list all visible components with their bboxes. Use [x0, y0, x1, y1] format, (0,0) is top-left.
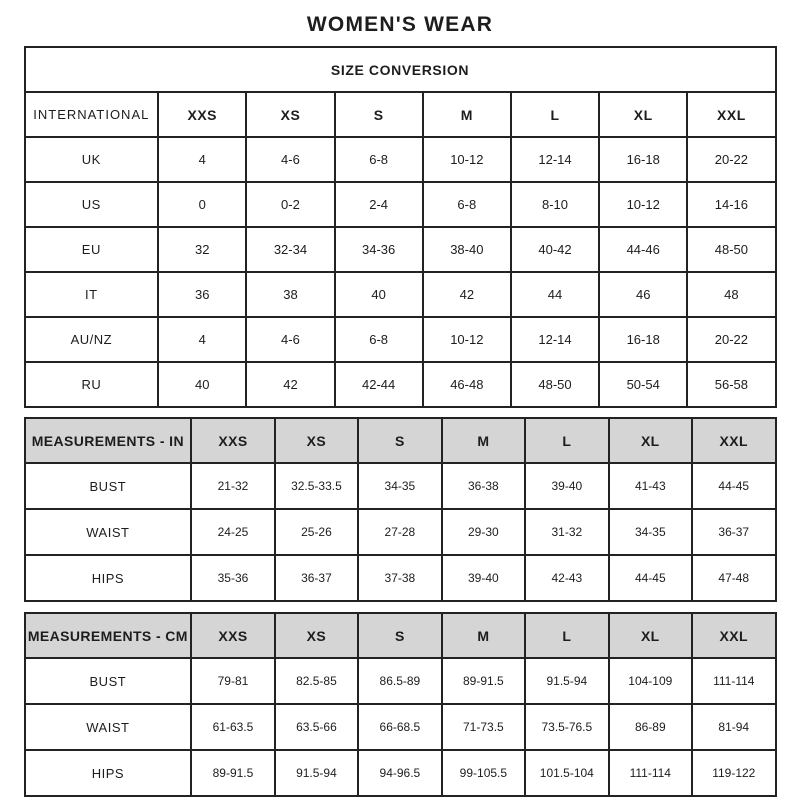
- size-value-cell: 46: [599, 272, 687, 317]
- row-label: AU/NZ: [25, 317, 159, 362]
- size-value-cell: 2-4: [335, 182, 423, 227]
- size-value-cell: 71-73.5: [442, 704, 525, 750]
- size-value-cell: 61-63.5: [191, 704, 274, 750]
- row-group-header: MEASUREMENTS - CM: [25, 613, 192, 658]
- size-value-cell: 0: [158, 182, 246, 227]
- row-label: BUST: [25, 658, 192, 704]
- size-value-cell: 79-81: [191, 658, 274, 704]
- size-value-cell: 34-35: [609, 509, 692, 555]
- size-value-cell: 16-18: [599, 317, 687, 362]
- size-value-cell: 38-40: [423, 227, 511, 272]
- row-label: IT: [25, 272, 159, 317]
- size-value-cell: 56-58: [687, 362, 775, 407]
- table-row: [25, 272, 776, 317]
- row-label: UK: [25, 137, 159, 182]
- size-value-cell: 29-30: [442, 509, 525, 555]
- size-column-header: M: [442, 613, 525, 658]
- size-column-header: S: [335, 92, 423, 137]
- table-row: [25, 509, 776, 555]
- size-column-header: S: [358, 418, 441, 463]
- size-column-header: XXS: [191, 418, 274, 463]
- column-header-row: [25, 92, 776, 137]
- size-value-cell: 8-10: [511, 182, 599, 227]
- size-value-cell: 82.5-85: [275, 658, 358, 704]
- table-row: [25, 362, 776, 407]
- size-value-cell: 32-34: [246, 227, 334, 272]
- size-value-cell: 10-12: [423, 137, 511, 182]
- size-value-cell: 111-114: [609, 750, 692, 796]
- size-value-cell: 42: [423, 272, 511, 317]
- size-value-cell: 86-89: [609, 704, 692, 750]
- size-value-cell: 25-26: [275, 509, 358, 555]
- size-value-cell: 42-44: [335, 362, 423, 407]
- column-header-row: [25, 613, 776, 658]
- size-value-cell: 44: [511, 272, 599, 317]
- size-value-cell: 34-35: [358, 463, 441, 509]
- row-label: RU: [25, 362, 159, 407]
- size-value-cell: 32.5-33.5: [275, 463, 358, 509]
- size-value-cell: 119-122: [692, 750, 775, 796]
- size-value-cell: 42-43: [525, 555, 608, 601]
- size-value-cell: 31-32: [525, 509, 608, 555]
- size-column-header: XS: [246, 92, 334, 137]
- size-value-cell: 24-25: [191, 509, 274, 555]
- table-row: [25, 463, 776, 509]
- size-value-cell: 4-6: [246, 137, 334, 182]
- size-value-cell: 6-8: [335, 137, 423, 182]
- size-column-header: L: [525, 418, 608, 463]
- table-row: [25, 317, 776, 362]
- size-value-cell: 86.5-89: [358, 658, 441, 704]
- row-label: US: [25, 182, 159, 227]
- size-value-cell: 46-48: [423, 362, 511, 407]
- size-column-header: XL: [609, 613, 692, 658]
- size-column-header: XS: [275, 613, 358, 658]
- size-column-header: XXS: [158, 92, 246, 137]
- size-column-header: XXL: [687, 92, 775, 137]
- size-value-cell: 32: [158, 227, 246, 272]
- row-label: HIPS: [25, 555, 192, 601]
- size-value-cell: 36-37: [275, 555, 358, 601]
- size-value-cell: 12-14: [511, 317, 599, 362]
- size-value-cell: 0-2: [246, 182, 334, 227]
- size-value-cell: 34-36: [335, 227, 423, 272]
- size-value-cell: 94-96.5: [358, 750, 441, 796]
- size-value-cell: 40: [158, 362, 246, 407]
- row-group-header: INTERNATIONAL: [25, 92, 159, 137]
- page-title: WOMEN'S WEAR: [306, 13, 494, 36]
- size-value-cell: 35-36: [191, 555, 274, 601]
- size-value-cell: 40-42: [511, 227, 599, 272]
- row-group-header: MEASUREMENTS - IN: [25, 418, 192, 463]
- size-column-header: XXS: [191, 613, 274, 658]
- size-value-cell: 38: [246, 272, 334, 317]
- size-value-cell: 21-32: [191, 463, 274, 509]
- row-label: WAIST: [25, 704, 192, 750]
- size-value-cell: 4: [158, 317, 246, 362]
- size-value-cell: 6-8: [423, 182, 511, 227]
- size-column-header: L: [525, 613, 608, 658]
- size-value-cell: 37-38: [358, 555, 441, 601]
- size-value-cell: 48: [687, 272, 775, 317]
- size-value-cell: 36-37: [692, 509, 775, 555]
- table-row: [25, 555, 776, 601]
- size-value-cell: 16-18: [599, 137, 687, 182]
- measurements-in-table: [24, 417, 777, 602]
- size-value-cell: 101.5-104: [525, 750, 608, 796]
- size-value-cell: 40: [335, 272, 423, 317]
- size-value-cell: 91.5-94: [275, 750, 358, 796]
- size-column-header: S: [358, 613, 441, 658]
- size-column-header: M: [442, 418, 525, 463]
- size-value-cell: 89-91.5: [442, 658, 525, 704]
- table-row: [25, 137, 776, 182]
- size-value-cell: 81-94: [692, 704, 775, 750]
- table-row: [25, 227, 776, 272]
- size-value-cell: 39-40: [525, 463, 608, 509]
- size-value-cell: 6-8: [335, 317, 423, 362]
- size-column-header: XXL: [692, 613, 775, 658]
- table-row: [25, 658, 776, 704]
- size-value-cell: 36-38: [442, 463, 525, 509]
- size-value-cell: 42: [246, 362, 334, 407]
- row-label: EU: [25, 227, 159, 272]
- size-value-cell: 10-12: [423, 317, 511, 362]
- size-value-cell: 20-22: [687, 317, 775, 362]
- size-column-header: M: [423, 92, 511, 137]
- size-value-cell: 4: [158, 137, 246, 182]
- size-value-cell: 111-114: [692, 658, 775, 704]
- size-value-cell: 48-50: [687, 227, 775, 272]
- table-row: [25, 182, 776, 227]
- size-value-cell: 41-43: [609, 463, 692, 509]
- size-value-cell: 10-12: [599, 182, 687, 227]
- size-value-cell: 44-45: [692, 463, 775, 509]
- size-conversion-banner: SIZE CONVERSION: [25, 47, 776, 92]
- row-label: BUST: [25, 463, 192, 509]
- row-label: WAIST: [25, 509, 192, 555]
- size-value-cell: 47-48: [692, 555, 775, 601]
- measurements-cm-table: [24, 612, 777, 797]
- size-value-cell: 73.5-76.5: [525, 704, 608, 750]
- size-value-cell: 89-91.5: [191, 750, 274, 796]
- size-value-cell: 36: [158, 272, 246, 317]
- size-value-cell: 104-109: [609, 658, 692, 704]
- size-value-cell: 27-28: [358, 509, 441, 555]
- column-header-row: [25, 418, 776, 463]
- size-value-cell: 48-50: [511, 362, 599, 407]
- size-value-cell: 63.5-66: [275, 704, 358, 750]
- size-conversion-table: [24, 46, 777, 408]
- size-value-cell: 91.5-94: [525, 658, 608, 704]
- size-column-header: XL: [599, 92, 687, 137]
- row-label: HIPS: [25, 750, 192, 796]
- table-banner-row: [25, 47, 776, 92]
- size-value-cell: 14-16: [687, 182, 775, 227]
- size-column-header: L: [511, 92, 599, 137]
- size-value-cell: 39-40: [442, 555, 525, 601]
- size-column-header: XS: [275, 418, 358, 463]
- table-row: [25, 704, 776, 750]
- size-value-cell: 50-54: [599, 362, 687, 407]
- size-value-cell: 4-6: [246, 317, 334, 362]
- size-value-cell: 12-14: [511, 137, 599, 182]
- size-value-cell: 44-45: [609, 555, 692, 601]
- size-column-header: XL: [609, 418, 692, 463]
- size-column-header: XXL: [692, 418, 775, 463]
- size-value-cell: 20-22: [687, 137, 775, 182]
- size-value-cell: 99-105.5: [442, 750, 525, 796]
- size-value-cell: 66-68.5: [358, 704, 441, 750]
- table-row: [25, 750, 776, 796]
- size-value-cell: 44-46: [599, 227, 687, 272]
